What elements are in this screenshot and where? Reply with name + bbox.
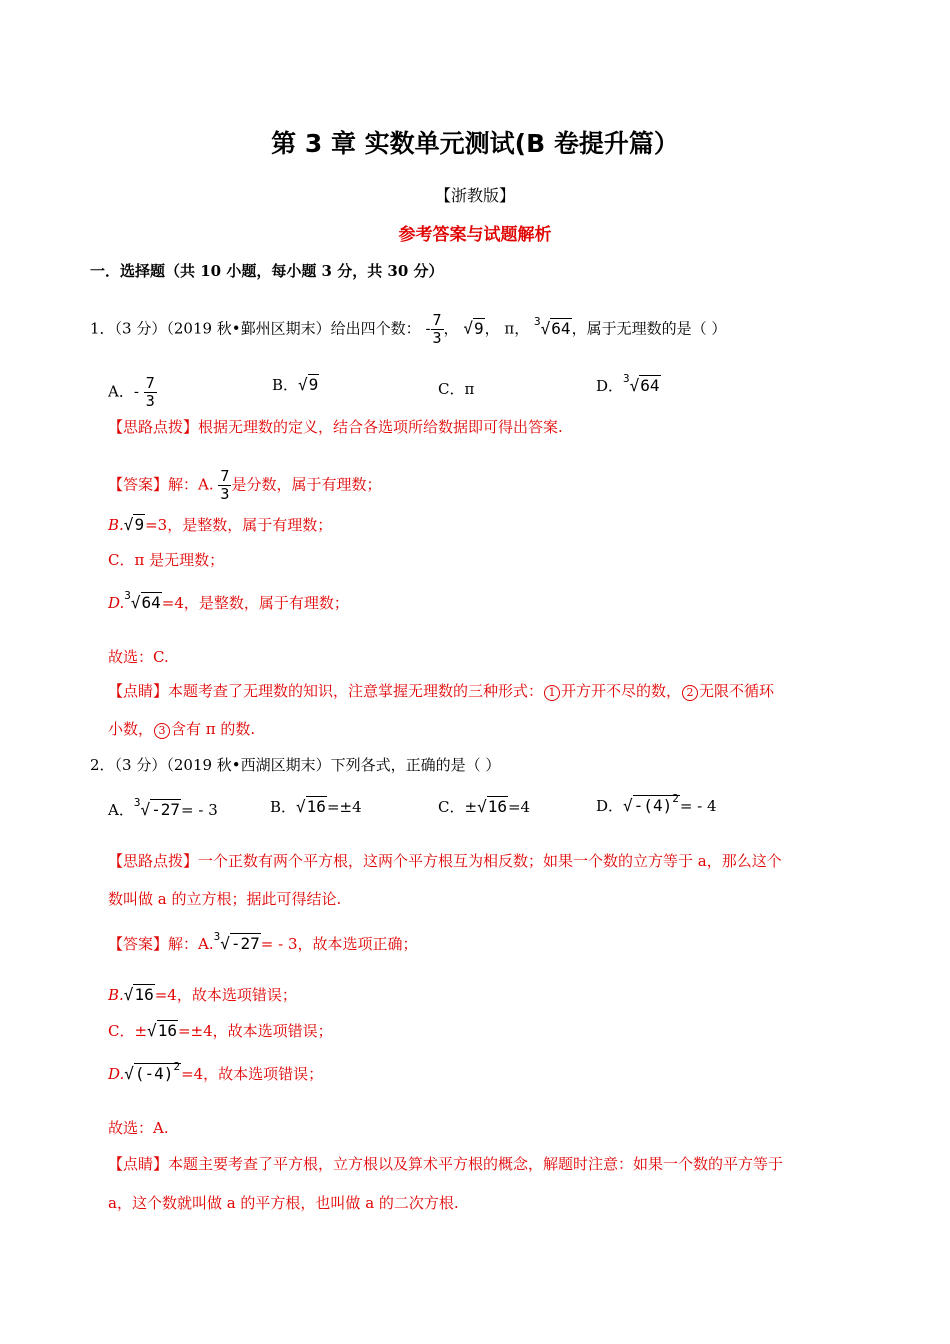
q2-note-1: 【点睛】本题主要考查了平方根，立方根以及算术平方根的概念，解题时注意：如果一个数的平方等于 <box>108 1155 784 1173</box>
q1-note-cont: 小数， 3 含有 π 的数. <box>108 720 256 738</box>
circle-3-icon: 3 <box>154 723 170 739</box>
q2-answer-c: C．±√16=±4，故本选项错误； <box>108 1021 333 1040</box>
question-1-stem: 1．（3 分）（2019 秋•鄞州区期末）给出四个数： - $\frac{7}{3}$ ， √9， π， $^3$√64，属于无理数的是（ ） <box>90 311 727 347</box>
sqrt-9: √9 <box>463 318 484 338</box>
q2-hint-2: 数叫做 a 的立方根；据此可得结论. <box>108 890 342 908</box>
circle-1-icon: 1 <box>544 685 560 701</box>
option-c: C．π <box>438 380 475 398</box>
fraction: $\frac{7}{3}$ <box>432 311 442 347</box>
q1-hint: 【思路点拨】根据无理数的定义，结合各选项所给数据即可得出答案. <box>108 418 563 436</box>
option-a: A．- $\frac{7}{3}$ <box>108 374 155 410</box>
q2-option-b: B．√16=±4 <box>270 797 362 816</box>
q1-answer-b: B.√9=3，是整数，属于有理数； <box>108 515 333 534</box>
circle-2-icon: 2 <box>682 685 698 701</box>
q2-answer-b: B.√16=4，故本选项错误； <box>108 985 297 1004</box>
question-2-stem: 2．（3 分）（2019 秋•西湖区期末）下列各式，正确的是（ ） <box>90 756 501 774</box>
q2-answer-d: $D.√(-4)^2=4$，故本选项错误； <box>108 1060 324 1083</box>
q2-note-2: a，这个数就叫做 a 的平方根，也叫做 a 的二次方根. <box>108 1194 459 1212</box>
option-b: B．√9 <box>272 375 319 394</box>
q1-note: 【点睛】本题考查了无理数的知识，注意掌握无理数的三种形式： 1 开方开不尽的数， 2 无限不循环 <box>108 682 775 700</box>
answer-subtitle: 参考答案与试题解析 <box>398 225 552 245</box>
q2-option-c: C．±√16=4 <box>438 797 531 816</box>
q2-hint-1: 【思路点拨】一个正数有两个平方根，这两个平方根互为相反数；如果一个数的立方等于 a，那么这个 <box>108 852 782 870</box>
q2-choice: 故选：A. <box>108 1119 169 1137</box>
q2-option-a: A．$^3$√-27= - 3 <box>108 796 218 819</box>
q1-answer-a: 【答案】解：A. $\frac{7}{3}$ 是分数，属于有理数； <box>108 467 382 503</box>
q1-answer-d: D.$^3$√64=4，是整数，属于有理数； <box>108 589 349 612</box>
option-d: D．$^3$√64 <box>596 372 660 395</box>
question-number: 1． <box>90 319 115 338</box>
q2-option-d: D．$√-(4)^2= - 4$ <box>596 792 717 815</box>
edition-label: 【浙教版】 <box>434 186 515 205</box>
cube-root-64: $^3$√64 <box>534 314 571 338</box>
q1-answer-c: C．π 是无理数； <box>108 551 225 569</box>
q2-answer-a: 【答案】解：A.$^3$√-27= - 3，故本选项正确； <box>108 930 418 953</box>
page-title: 第 3 章 实数单元测试(B 卷提升篇） <box>271 129 679 158</box>
q1-choice: 故选：C. <box>108 648 169 666</box>
section-heading: 一．选择题（共 10 小题，每小题 3 分，共 30 分） <box>90 262 444 280</box>
